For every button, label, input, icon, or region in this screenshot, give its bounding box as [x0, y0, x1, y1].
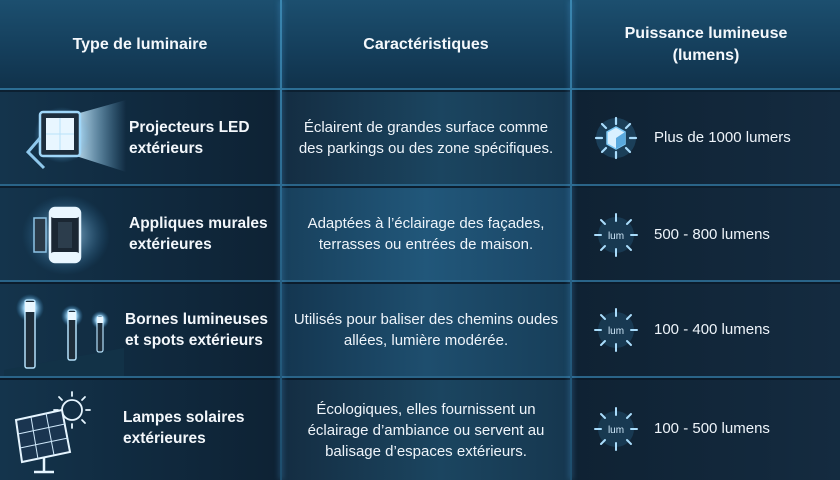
column-divider	[570, 0, 572, 480]
column-divider	[280, 0, 282, 480]
header-power-line1: Puissance lumineuse	[624, 25, 788, 43]
sun-cube-icon	[592, 114, 640, 162]
power-cell	[572, 92, 840, 184]
table-row	[0, 284, 840, 378]
lum-burst-icon	[592, 306, 640, 354]
lumen-value: 100 - 500 lumens	[654, 420, 770, 437]
header-type: Type de luminaire	[72, 36, 208, 54]
type-cell	[0, 380, 280, 480]
table-row	[0, 92, 840, 186]
lumen-value: 500 - 800 lumens	[654, 226, 770, 243]
svg-text:lum: lum	[607, 326, 625, 337]
power-cell	[572, 284, 840, 376]
features-cell	[282, 92, 570, 184]
features-text: Éclairent de grandes surface comme des parkings ou des zone spécifiques.	[298, 119, 554, 157]
features-cell	[282, 284, 570, 376]
lumen-value: 100 - 400 lumens	[654, 321, 770, 338]
solar-panel-icon	[10, 388, 110, 474]
svg-text:lum: lum	[607, 425, 625, 436]
table-header	[0, 0, 840, 90]
type-cell	[0, 284, 280, 376]
table-row	[0, 188, 840, 282]
features-cell	[282, 188, 570, 280]
type-name: Lampes solaires extérieures	[123, 409, 245, 447]
power-cell	[572, 380, 840, 480]
lumen-value: Plus de 1000 lumers	[654, 129, 791, 146]
type-name: Projecteurs LED extérieurs	[129, 119, 250, 157]
lum-burst-icon	[592, 405, 640, 453]
wall-sconce-icon	[14, 192, 114, 278]
header-power	[572, 0, 840, 90]
type-cell	[0, 92, 280, 184]
floodlight-icon	[14, 98, 126, 180]
power-cell	[572, 188, 840, 280]
lum-burst-icon	[592, 211, 640, 259]
type-cell	[0, 188, 280, 280]
bollard-lights-icon	[4, 286, 124, 376]
features-text: Écologiques, elles fournissent un éclairage d’ambiance ou servent au balisage d’espaces extérieurs.	[307, 400, 545, 460]
table-row	[0, 380, 840, 480]
header-power-line2: (lumens)	[672, 47, 740, 64]
type-name: Appliques murales extérieures	[129, 215, 268, 253]
type-name: Bornes lumineuses et spots extérieurs	[125, 311, 268, 349]
features-text: Utilisés pour baliser des chemins oudes allées, lumière modérée.	[293, 311, 559, 349]
features-cell	[282, 380, 570, 480]
svg-text:lum: lum	[607, 231, 625, 242]
header-features: Caractéristiques	[363, 36, 489, 54]
features-text: Adaptées à l’éclairage des façades, terrasses ou entrées de maison.	[307, 215, 545, 253]
